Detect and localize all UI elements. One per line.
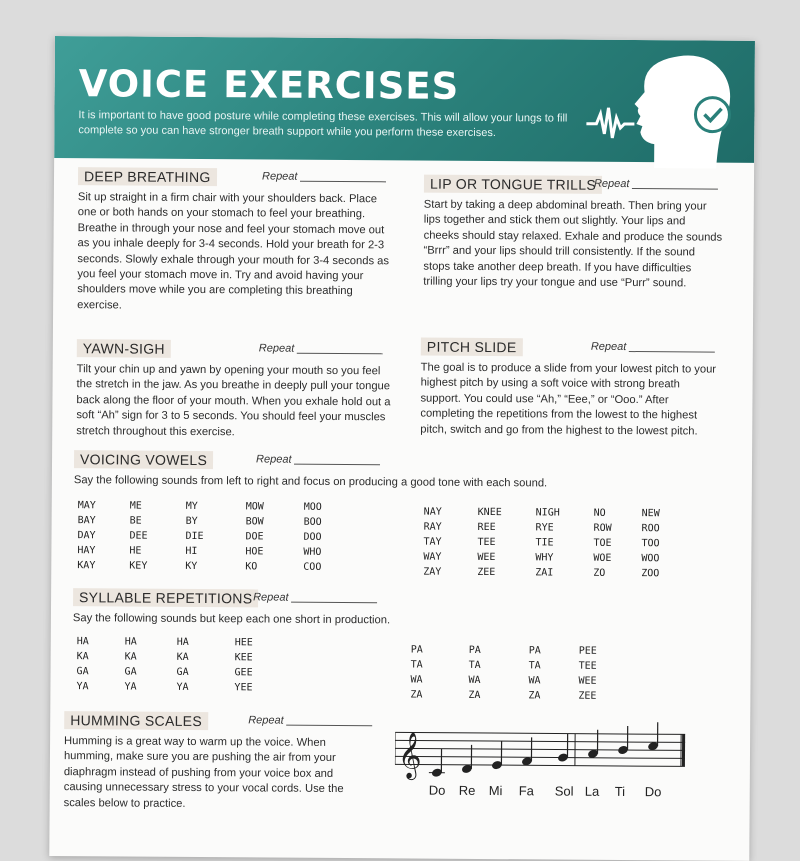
sound-cell: ZEE [578,689,628,704]
sound-cell: NO [594,506,642,521]
repeat-field[interactable] [591,341,716,354]
sound-cell: YA [76,679,124,694]
sound-cell: YEE [234,680,284,695]
page-subtitle: It is important to have good posture while completing these exercises. This will allow your lungs to fill complete so you can have stronger breath support while you perform these exercises. [78,108,598,142]
sound-cell: TOO [641,536,691,551]
section-title: VOICING VOWELS [74,450,213,469]
music-staff [395,718,690,782]
sound-cell: TA [411,657,469,672]
repeat-field[interactable] [594,178,719,191]
sound-cell: BOO [304,515,354,530]
repeat-label: Repeat [248,714,284,726]
repeat-label: Repeat [256,453,292,465]
sound-cell: ZOO [641,566,691,581]
sound-cell: ROO [642,521,692,536]
sound-cell: GA [77,664,125,679]
sound-cell: REE [478,520,536,535]
note-label: Sol [555,784,574,799]
treble-clef-icon: 𝄞 [398,732,422,780]
section-syllable-repetitions [73,587,713,631]
sound-cell: DAY [77,528,129,543]
section-deep-breathing [77,166,398,315]
sound-cell: TA [529,658,579,673]
sound-cell: WEE [477,550,535,565]
sound-cell: PA [411,642,469,657]
section-text: The goal is to produce a slide from your lowest pitch to your highest pitch by using a soft voice with strong breath support. You could use “Ah,” “Eee,” or “Ooo.” After completing the repetitions from the lowest to the highest pitch, switch and go from the highest to the lowest pitch. [420,361,721,440]
sound-cell: GA [177,665,235,680]
sound-cell: NIGH [536,505,594,520]
note-label: Do [645,784,662,799]
repeat-blank[interactable] [294,464,380,466]
sound-cell: HE [129,544,185,559]
sound-cell: PA [529,643,579,658]
sound-cell: ZO [593,566,641,581]
section-yawn-sigh [76,338,397,441]
sound-cell: ZA [410,687,468,702]
repeat-field[interactable] [248,714,373,727]
sound-cell: DEE [129,529,185,544]
repeat-label: Repeat [591,341,627,353]
head-profile-icon [584,48,750,169]
sound-cell: TOE [593,536,641,551]
sound-cell: KNEE [478,505,536,520]
sound-cell: ZAY [423,565,477,580]
check-circle-icon [695,97,729,131]
vowel-grid-left [77,498,354,575]
sound-cell: ROW [594,521,642,536]
sound-cell: ZA [528,688,578,703]
sound-cell: HA [77,634,125,649]
repeat-blank[interactable] [629,351,715,353]
section-title: HUMMING SCALES [64,711,208,730]
repeat-label: Repeat [594,178,630,190]
sound-cell: WOE [593,551,641,566]
repeat-blank[interactable] [297,353,383,355]
sound-cell: YA [176,680,234,695]
sound-cell: GA [125,665,177,680]
section-text: Start by taking a deep abdominal breath. Then bring your lips together and stick them out slightly. Your lips and cheeks should stay relaxed. Exhale and produce the sounds “Brrr” and your lips should trill consistently. If the sound stops take another deep breath. If you have difficulties trilling your lips try your tongue and use “Purr” sound. [423,198,724,293]
repeat-blank[interactable] [287,725,373,727]
sound-cell: WEE [578,674,628,689]
sound-cell: WA [468,673,528,688]
repeat-blank[interactable] [300,181,386,183]
sound-cell: COO [303,560,353,575]
sound-cell: TEE [477,535,535,550]
section-title: PITCH SLIDE [421,338,523,357]
sound-cell: HA [125,635,177,650]
section-voicing-vowels [74,449,714,493]
sound-wave-icon [586,108,634,138]
repeat-label: Repeat [259,342,295,354]
sound-cell: ZEE [477,565,535,580]
sound-cell: KY [185,559,245,574]
sound-cell: GEE [235,665,285,680]
note-label: La [585,784,600,799]
section-text: Humming is a great way to warm up the voice. When humming, make sure you are pushing the air from your diaphragm instead of pushing from your voice box and causing unnecessary stress to your vocal cords. Use the scales below to practice. [64,734,365,813]
repeat-field[interactable] [262,170,387,183]
repeat-field[interactable] [256,453,381,466]
repeat-label: Repeat [253,591,289,603]
note-label: Do [429,783,446,798]
syllable-grid-right [410,642,628,704]
sound-cell: KEE [235,650,285,665]
page-title: VOICE EXERCISES [79,62,460,108]
note-label: Mi [489,783,503,798]
note-label: Ti [615,784,625,799]
sound-cell: RAY [424,520,478,535]
worksheet-page [49,36,755,861]
section-text: Sit up straight in a firm chair with your shoulders back. Place one or both hands on your stomach to feel your breathing. Breathe in through your nose and feel your stomach move out as you inhale deeply for 3-4 seconds. Hold your breath for 2-3 seconds. Slowly exhale through your mouth for 3-4 seconds as you feel your stomach move in. Try and avoid having your shoulders move while you are completing this breathing exercise. [77,190,398,315]
section-text: Tilt your chin up and yawn by opening your mouth so you feel the stretch in the jaw. As you breathe in deeply pull your tongue back along the floor of your mouth. When you exhale hold out a soft “Ah” sign for 3 to 5 seconds. You should feel your muscles stretch throughout this exercise. [76,362,397,441]
syllable-grid-left [76,634,284,695]
sound-cell: KEY [129,559,185,574]
sound-cell: HA [177,635,235,650]
sound-cell: YA [124,680,176,695]
sound-cell: TIE [535,535,593,550]
sound-cell: ZA [468,688,528,703]
sound-cell: ME [130,499,186,514]
sound-cell: DOO [303,530,353,545]
sound-cell: MAY [78,498,130,513]
sound-cell: BE [130,514,186,529]
sound-cell: NAY [424,505,478,520]
section-text: Say the following sounds but keep each one short in production. [73,611,713,631]
sound-cell: BY [186,514,246,529]
sound-cell: MOW [246,499,304,514]
sound-cell: ZAI [535,565,593,580]
header-banner [54,36,755,163]
repeat-blank[interactable] [292,602,378,604]
section-pitch-slide [420,337,721,440]
sound-cell: HI [185,544,245,559]
sound-cell: KO [245,559,303,574]
sound-cell: KAY [77,558,129,573]
sound-cell: DOE [245,529,303,544]
sound-cell: RYE [536,520,594,535]
section-lip-trills [423,174,724,293]
note-labels [420,783,690,785]
sound-cell: WHO [303,545,353,560]
section-title: YAWN-SIGH [77,339,171,358]
section-text: Say the following sounds from left to right and focus on producing a good tone with each sound. [74,473,714,493]
sound-cell: HOE [245,544,303,559]
sound-cell: WOO [641,551,691,566]
note-label: Re [459,783,476,798]
vowel-grid-right [423,505,692,582]
note-label: Fa [519,783,534,798]
repeat-field[interactable] [259,342,384,355]
sound-cell: TEE [579,659,629,674]
sound-cell: BOW [246,514,304,529]
sound-cell: MOO [304,500,354,515]
sound-cell: HEE [235,635,285,650]
sound-cell: WA [528,673,578,688]
section-title: LIP OR TONGUE TRILLS [424,175,602,194]
sound-cell: KA [125,650,177,665]
sound-cell: MY [186,499,246,514]
sound-cell: WA [410,672,468,687]
sound-cell: DIE [185,529,245,544]
sound-cell: TA [469,658,529,673]
section-title: SYLLABLE REPETITIONS [73,588,258,607]
repeat-field[interactable] [253,591,378,604]
sound-cell: HAY [77,543,129,558]
sound-cell: WHY [535,550,593,565]
sound-cell: PEE [579,644,629,659]
sound-cell: TAY [423,535,477,550]
sound-cell: WAY [423,550,477,565]
sound-cell: KA [177,650,235,665]
repeat-label: Repeat [262,170,298,182]
repeat-blank[interactable] [632,188,718,190]
sound-cell: BAY [78,513,130,528]
sound-cell: KA [77,649,125,664]
sound-cell: PA [469,643,529,658]
section-humming-scales [64,710,365,813]
section-title: DEEP BREATHING [78,167,217,186]
sound-cell: NEW [642,506,692,521]
